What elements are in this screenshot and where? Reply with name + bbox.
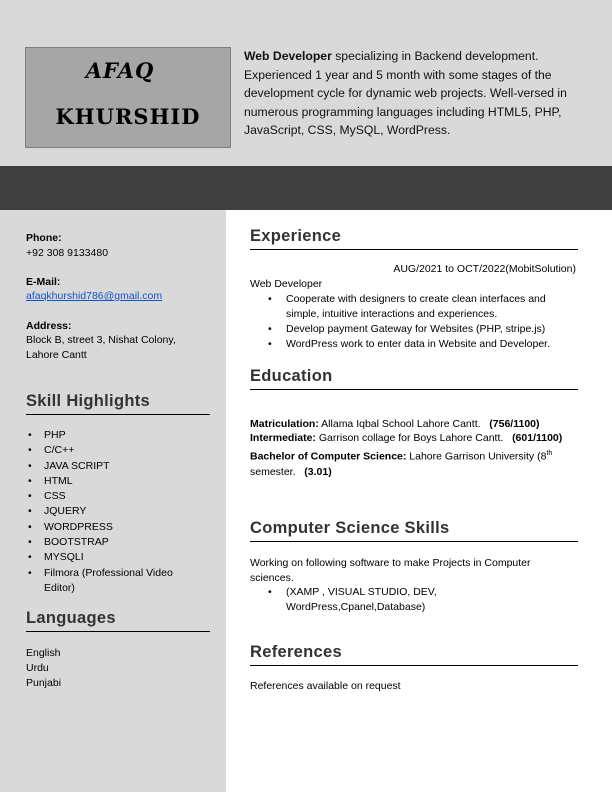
bachelor-sup: th <box>546 450 553 457</box>
list-item: • BOOTSTRAP <box>26 535 206 550</box>
matric-label: Matriculation: <box>250 418 319 430</box>
phone-label: Phone: <box>26 232 62 244</box>
divider-band <box>0 166 612 210</box>
education-heading: Education <box>250 367 578 390</box>
bachelor-label: Bachelor of Computer Science: <box>250 450 407 463</box>
name-last: KHURSHID <box>55 104 201 129</box>
summary-role: Web Developer <box>244 49 332 63</box>
list-item: • WORDPRESS <box>26 520 206 535</box>
language-item: Urdu <box>26 661 49 674</box>
cs-skills-bullets <box>250 585 470 615</box>
list-item: • Cooperate with designers to create clean interfaces and simple, intuitive interactions and experiences. <box>250 292 570 322</box>
skills-heading: Skill Highlights <box>26 392 210 415</box>
inter-school: Garrison collage for Boys Lahore Cantt. <box>315 432 504 444</box>
education-inter <box>250 431 578 446</box>
education-matric <box>250 417 578 432</box>
list-item: • JQUERY <box>26 504 206 519</box>
list-item: • PHP <box>26 428 206 443</box>
education-bachelor <box>250 446 578 480</box>
bachelor-score: (3.01) <box>304 465 332 478</box>
experience-heading: Experience <box>250 227 578 250</box>
language-item: English <box>26 647 61 659</box>
name-box <box>25 47 231 148</box>
references-text: References available on request <box>250 680 401 692</box>
matric-score: (756/1100) <box>489 418 540 430</box>
summary <box>244 47 589 140</box>
list-item: • MYSQLI <box>26 550 206 565</box>
languages-list <box>26 646 61 690</box>
experience-role: Web Developer <box>250 278 323 290</box>
list-item: • WordPress work to enter data in Website and Developer. <box>250 337 570 352</box>
name-first: AFAQ <box>85 58 155 83</box>
address-label: Address: <box>26 320 72 332</box>
list-item: • JAVA SCRIPT <box>26 459 206 474</box>
language-item: Punjabi <box>26 676 62 689</box>
address-line-1: Block B, street 3, Nishat Colony, <box>26 334 176 346</box>
languages-heading: Languages <box>26 609 210 632</box>
cs-skills-heading: Computer Science Skills <box>250 519 578 542</box>
experience-dates: AUG/2021 to OCT/2022(MobitSolution) <box>393 263 576 275</box>
email-label: E-Mail: <box>26 276 61 288</box>
matric-school: Allama Iqbal School Lahore Cantt. <box>318 418 481 430</box>
bachelor-school: Lahore Garrison University (8 <box>406 450 547 463</box>
list-item: • HTML <box>26 474 206 489</box>
inter-score: (601/1100) <box>512 432 563 444</box>
cs-skills-intro: Working on following software to make Projects in Computer sciences. <box>250 557 531 584</box>
list-item: • C/C++ <box>26 443 206 458</box>
inter-label: Intermediate: <box>250 432 316 444</box>
phone-value: +92 308 9133480 <box>26 247 109 259</box>
list-item: • (XAMP , VISUAL STUDIO, DEV, WordPress,Cpanel,Database) <box>250 585 470 615</box>
email-link[interactable]: afaqkhurshid786@gmail.com <box>26 290 163 302</box>
skills-list <box>26 428 206 596</box>
bachelor-semester: semester. <box>250 465 296 478</box>
list-item: • Filmora (Professional Video Editor) <box>26 566 206 597</box>
references-heading: References <box>250 643 578 666</box>
list-item: • CSS <box>26 489 206 504</box>
experience-bullets <box>250 292 570 352</box>
list-item: • Develop payment Gateway for Websites (PHP, stripe.js) <box>250 322 570 337</box>
address-line-2: Lahore Cantt <box>26 349 87 361</box>
summary-text: specializing in Backend development. Experienced 1 year and 5 month with some stages of the development cycle for dynamic web projects. Well-versed in numerous programming languages including HTML5, PHP, JavaScript, CSS, MySQL, WordPress. <box>244 49 567 138</box>
address-value <box>26 333 176 363</box>
